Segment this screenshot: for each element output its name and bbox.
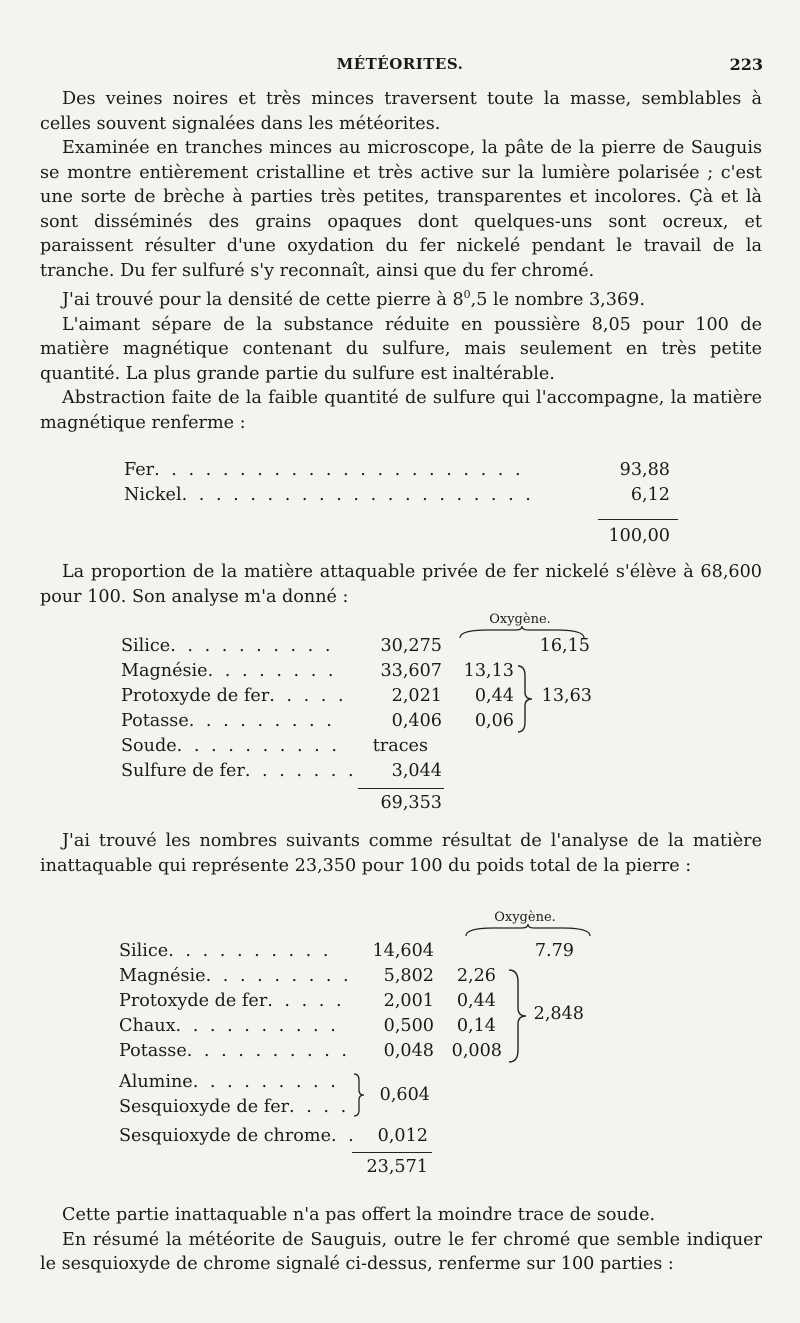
- table-inattackable: [0, 906, 800, 1186]
- table-row: [119, 989, 345, 1014]
- row-value: 5,802: [383, 966, 434, 986]
- row-value: 30,275: [380, 636, 442, 656]
- row-dots: . . . . . . . .: [207, 661, 337, 681]
- oxygen-value: 0,14: [456, 1016, 496, 1036]
- paragraph-5: Abstraction faite de la faible quantité de sulfure qui l'accompagne, la matière magnétique renferme :: [40, 388, 762, 433]
- row-value: 6,12: [630, 485, 670, 505]
- row-label: Sulfure de fer: [121, 761, 245, 781]
- table-row: [121, 709, 335, 734]
- oxygen-value: 0,44: [474, 686, 514, 706]
- row-label: Sesquioxyde de fer: [119, 1097, 290, 1117]
- row-value: 93,88: [619, 460, 670, 480]
- table-magnetic: [0, 458, 800, 558]
- row-dots: . . . . .: [267, 991, 345, 1011]
- row-value: 3,044: [391, 761, 442, 781]
- row-label: Silice: [121, 636, 171, 656]
- row-label: Chaux: [119, 1016, 176, 1036]
- table-row: [119, 1070, 339, 1095]
- density-text-b: ,5 le nombre 3,369.: [470, 290, 645, 310]
- row-label: Magnésie: [121, 661, 208, 681]
- row-value: 33,607: [380, 661, 442, 681]
- paragraph-8: Cette partie inattaquable n'a pas offert la moindre trace de soude.: [62, 1205, 656, 1225]
- oxygen-value: 0,008: [451, 1041, 502, 1061]
- row-label: Potasse: [121, 711, 189, 731]
- oxygen-group-value: 7.79: [534, 941, 574, 961]
- right-brace-icon: [506, 968, 528, 1064]
- row-value: 0,012: [377, 1126, 428, 1146]
- row-value: traces: [372, 736, 428, 756]
- oxygen-header: Oxygène.: [494, 910, 556, 925]
- paragraph-7: J'ai trouvé les nombres suivants comme résultat de l'analyse de la matière inattaquable qui représente 23,350 pour 100 du poids total de la pierre :: [40, 831, 762, 876]
- page-header: [0, 55, 800, 77]
- table-row: [121, 659, 336, 684]
- paragraph-1: Des veines noires et très minces traversent toute la masse, semblables à celles souvent signalées dans les météorites.: [40, 89, 762, 134]
- row-dots: . . . . . . . . . . . . . . . . . . . . .: [181, 485, 534, 505]
- row-value: 14,604: [372, 941, 434, 961]
- table-row: [124, 458, 524, 483]
- row-label: Nickel: [124, 485, 182, 505]
- body-text-mid2: [40, 829, 762, 878]
- table-row: [119, 1124, 357, 1149]
- oxygen-value: 0,06: [474, 711, 514, 731]
- table-total: 100,00: [608, 526, 670, 546]
- table-total: 23,571: [366, 1157, 428, 1177]
- oxygen-value: 13,13: [463, 661, 514, 681]
- row-dots: . . . . . . . . . .: [168, 941, 332, 961]
- row-label: Protoxyde de fer: [119, 991, 268, 1011]
- paragraph-9: En résumé la météorite de Sauguis, outre le fer chromé que semble indiquer le sesquioxyde de chrome signalé ci-dessus, renferme sur 100 parties :: [40, 1229, 762, 1274]
- row-label: Fer: [124, 460, 155, 480]
- density-degree: 0: [463, 288, 471, 301]
- row-dots: . . . . . . . . . .: [170, 636, 334, 656]
- row-value: 0,048: [383, 1041, 434, 1061]
- table-row: [121, 684, 347, 709]
- table-row: [121, 634, 333, 659]
- oxygen-value: 2,26: [456, 966, 496, 986]
- header-brace-icon: [464, 924, 592, 938]
- row-label: Soude: [121, 736, 177, 756]
- row-dots: . . . . . . . . . .: [176, 736, 340, 756]
- row-dots: . . . . . . .: [244, 761, 357, 781]
- total-rule: [358, 788, 444, 789]
- row-dots: . .: [330, 1126, 357, 1146]
- row-label: Silice: [119, 941, 169, 961]
- row-dots: . . . . .: [269, 686, 347, 706]
- row-label: Alumine: [119, 1072, 193, 1092]
- row-dots: . . . . . . . . .: [188, 711, 335, 731]
- table-row: [119, 939, 331, 964]
- oxygen-value: 0,44: [456, 991, 496, 1011]
- paragraph-6: La proportion de la matière attaquable privée de fer nickelé s'élève à 68,600 pour 100. Son analyse m'a donné :: [40, 562, 762, 607]
- brace-value: 13,63: [541, 686, 592, 706]
- density-text-a: J'ai trouvé pour la densité de cette pierre à 8: [62, 290, 464, 310]
- table-row: [124, 483, 534, 508]
- body-text-mid1: [40, 560, 762, 609]
- table-row: [119, 1039, 350, 1064]
- row-value: 0,406: [391, 711, 442, 731]
- row-dots: . . . . . . . . . .: [175, 1016, 339, 1036]
- row-value: 0,500: [383, 1016, 434, 1036]
- brace-value: 2,848: [533, 1004, 584, 1024]
- body-text-bottom: [40, 1203, 762, 1277]
- table-row: [119, 964, 352, 989]
- row-value: 0,604: [379, 1085, 430, 1105]
- row-label: Potasse: [119, 1041, 187, 1061]
- running-head: MÉTÉORITES.: [336, 55, 464, 73]
- total-rule: [598, 519, 678, 520]
- total-rule: [352, 1152, 432, 1153]
- table-row: [119, 1095, 349, 1120]
- table-row: [121, 759, 357, 784]
- row-label: Protoxyde de fer: [121, 686, 270, 706]
- paragraph-2: Examinée en tranches minces au microscope, la pâte de la pierre de Sauguis se montre entièrement cristalline et très active sur la lumière polarisée ; c'est une sorte de brèche à parties très petites, transparentes et incolores. Çà et là sont disséminés des grains opaques dont quelques-uns sont ocreux, et paraissent résulter d'une oxydation du fer nickelé pendant le travail de la tranche. Du fer sulfuré s'y reconnaît, ainsi que du fer chromé.: [40, 138, 762, 281]
- row-dots: . . . . . . . . . . . . . . . . . . . . . .: [154, 460, 524, 480]
- row-value: 2,001: [383, 991, 434, 1011]
- body-text-top: [40, 87, 762, 435]
- row-label: Sesquioxyde de chrome: [119, 1126, 331, 1146]
- row-value: 2,021: [391, 686, 442, 706]
- table-total: 69,353: [380, 793, 442, 813]
- oxygen-header: Oxygène.: [489, 612, 551, 627]
- paragraph-3: [40, 283, 762, 313]
- oxygen-group-value: 16,15: [539, 636, 590, 656]
- page-number: 223: [729, 55, 763, 74]
- row-dots: . . . . . . . . . .: [186, 1041, 351, 1061]
- table-row: [121, 734, 340, 759]
- paragraph-4: L'aimant sépare de la substance réduite en poussière 8,05 pour 100 de matière magnétique contenant du sulfure, mais seulement en très petite quantité. La plus grande partie du sulfure est inaltérable.: [40, 314, 762, 384]
- table-row: [119, 1014, 339, 1039]
- row-dots: . . . . . . . . .: [205, 966, 352, 986]
- row-label: Magnésie: [119, 966, 206, 986]
- table-attackable: [0, 608, 800, 823]
- row-dots: . . . . . . . . .: [192, 1072, 339, 1092]
- row-dots: . . . .: [289, 1097, 350, 1117]
